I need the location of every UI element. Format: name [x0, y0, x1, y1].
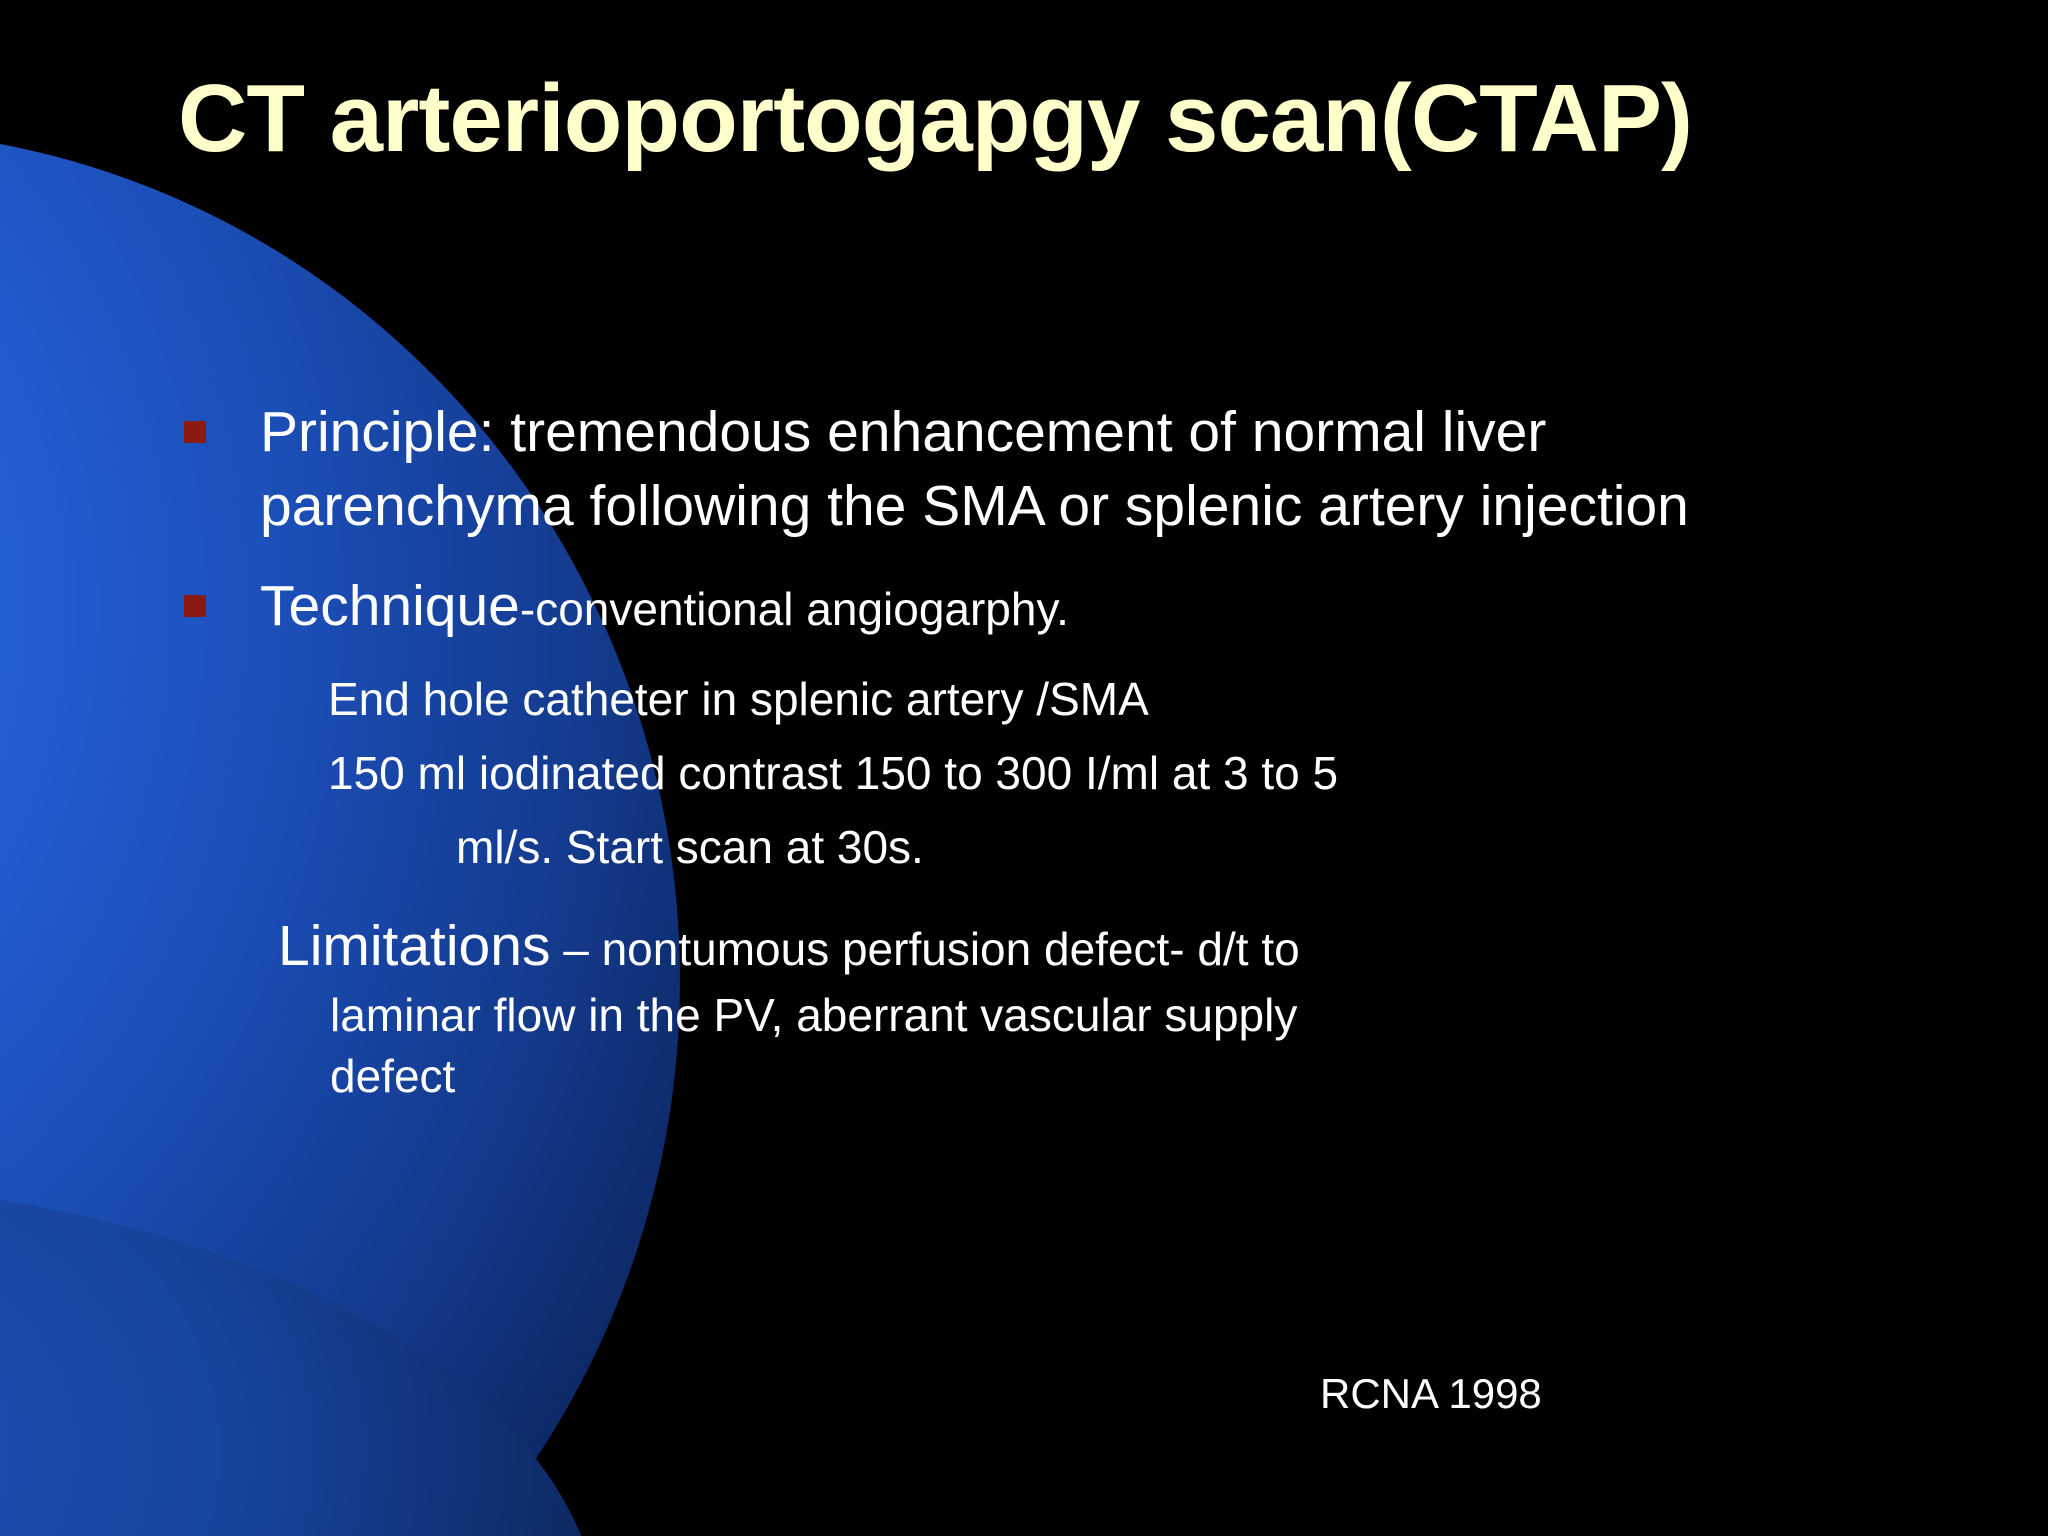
sub-line-rate-text: ml/s. Start scan at 30s.	[456, 820, 924, 873]
square-bullet-icon	[184, 421, 206, 443]
bullet-technique-main: Technique	[260, 574, 520, 639]
limitations-rest: – nontumous perfusion defect- d/t to	[550, 923, 1300, 976]
bullet-principle-text: Principle: tremendous enhancement of normal liver parenchyma following the SMA or splenic artery injection	[260, 400, 1689, 539]
list-item	[178, 569, 1858, 643]
sub-line-rate	[296, 817, 1858, 879]
limitations-block	[278, 908, 1858, 1108]
square-bullet-icon	[184, 595, 206, 617]
sub-line-contrast: 150 ml iodinated contrast 150 to 300 I/ml at 3 to 5	[328, 746, 1339, 799]
limitations-line-3: defect	[330, 1050, 456, 1103]
bullet-technique-text	[260, 574, 1069, 638]
slide-body	[178, 395, 1858, 1108]
limitations-lead: Limitations	[278, 914, 551, 979]
list-item	[178, 395, 1858, 543]
bullet-technique-sub: -conventional angiogarphy.	[519, 583, 1069, 636]
limitations-line-2: laminar flow in the PV, aberrant vascular supply	[330, 988, 1298, 1041]
source-citation: RCNA 1998	[1320, 1370, 1542, 1417]
slide-title: CT arterioportogapgy scan(CTAP)	[178, 65, 1692, 172]
sub-line-catheter: End hole catheter in splenic artery /SMA	[328, 673, 1149, 726]
